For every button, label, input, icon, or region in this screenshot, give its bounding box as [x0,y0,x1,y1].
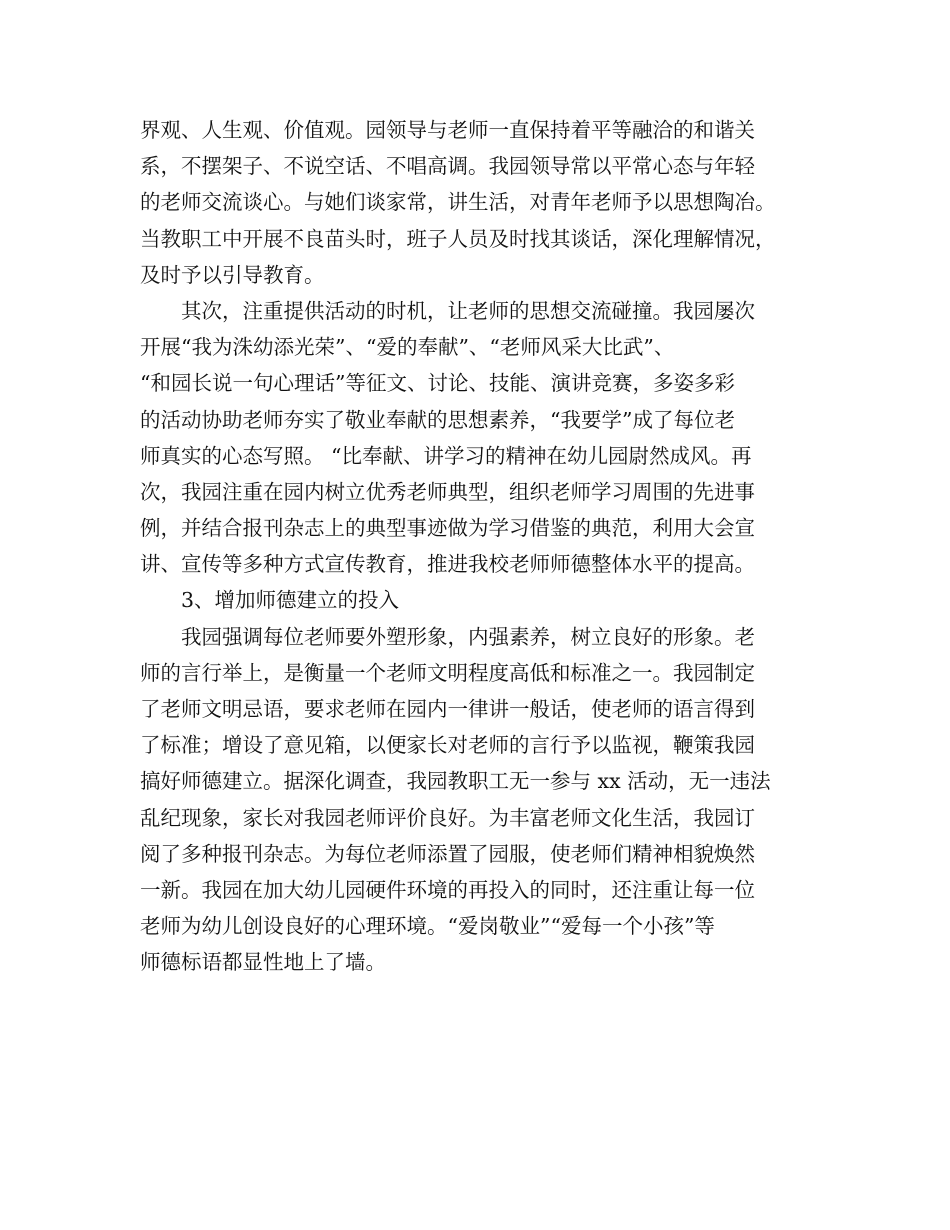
text-line: 我园强调每位老师要外塑形象，内强素养，树立良好的形象。老 [181,624,755,649]
text-line: 一新。我园在加大幼儿园硬件环境的再投入的同时，还注重让每一位 [140,877,755,902]
text-line: 搞好师德建立。据深化调查，我园教职工无一参与 xx 活动，无一违法 [140,769,771,794]
text-line: 其次，注重提供活动的时机，让老师的思想交流碰撞。我园屡次 [181,298,755,323]
text-line: 开展“我为洙幼添光荣”、“爱的奉献”、“老师风采大比武”、 [140,335,675,360]
text-line: “和园长说一句心理话”等征文、讨论、技能、演讲竞赛，多姿多彩 [140,371,735,396]
text-line: 了老师文明忌语，要求老师在园内一律讲一般话，使老师的语言得到 [140,697,755,721]
text-line: 例，并结合报刊杂志上的典型事迹做为学习借鉴的典范，利用大会宣 [140,516,755,541]
document-body [140,112,820,981]
text-line: 乱纪现象，家长对我园老师评价良好。为丰富老师文化生活，我园订 [140,805,755,830]
text-line: 老师为幼儿创设良好的心理环境。“爱岗敬业”“爱每一个小孩”等 [140,914,715,939]
text-line: 及时予以引导教育。 [140,262,325,287]
text-line: 次，我园注重在园内树立优秀老师典型，组织老师学习周围的先进事 [140,479,755,504]
text-line: 了标准；增设了意见箱，以便家长对老师的言行予以监视，鞭策我园 [140,733,755,758]
text-line: 界观、人生观、价值观。园领导与老师一直保持着平等融洽的和谐关 [140,118,755,142]
text-line: 师真实的心态写照。 “比奉献、讲学习的精神在幼儿园尉然成风。再 [140,443,752,468]
text-line: 讲、宣传等多种方式宣传教育，推进我校老师师德整体水平的提高。 [140,552,755,577]
text-line: 3、增加师德建立的投入 [181,588,400,613]
text-line: 当教职工中开展不良苗头时，班子人员及时找其谈话，深化理解情况， [140,226,776,251]
text-line: 师的言行举上，是衡量一个老师文明程度高低和标准之一。我园制定 [140,660,755,685]
text-line: 系，不摆架子、不说空话、不唱高调。我园领导常以平常心态与年轻 [140,154,755,179]
text-line: 的老师交流谈心。与她们谈家常，讲生活，对青年老师予以思想陶冶。 [140,190,776,215]
text-line: 阅了多种报刊杂志。为每位老师添置了园服，使老师们精神相貌焕然 [140,841,755,866]
text-line: 师德标语都显性地上了墙。 [140,950,386,975]
text-line: 的活动协助老师夯实了敬业奉献的思想素养，“我要学”成了每位老 [140,407,735,432]
